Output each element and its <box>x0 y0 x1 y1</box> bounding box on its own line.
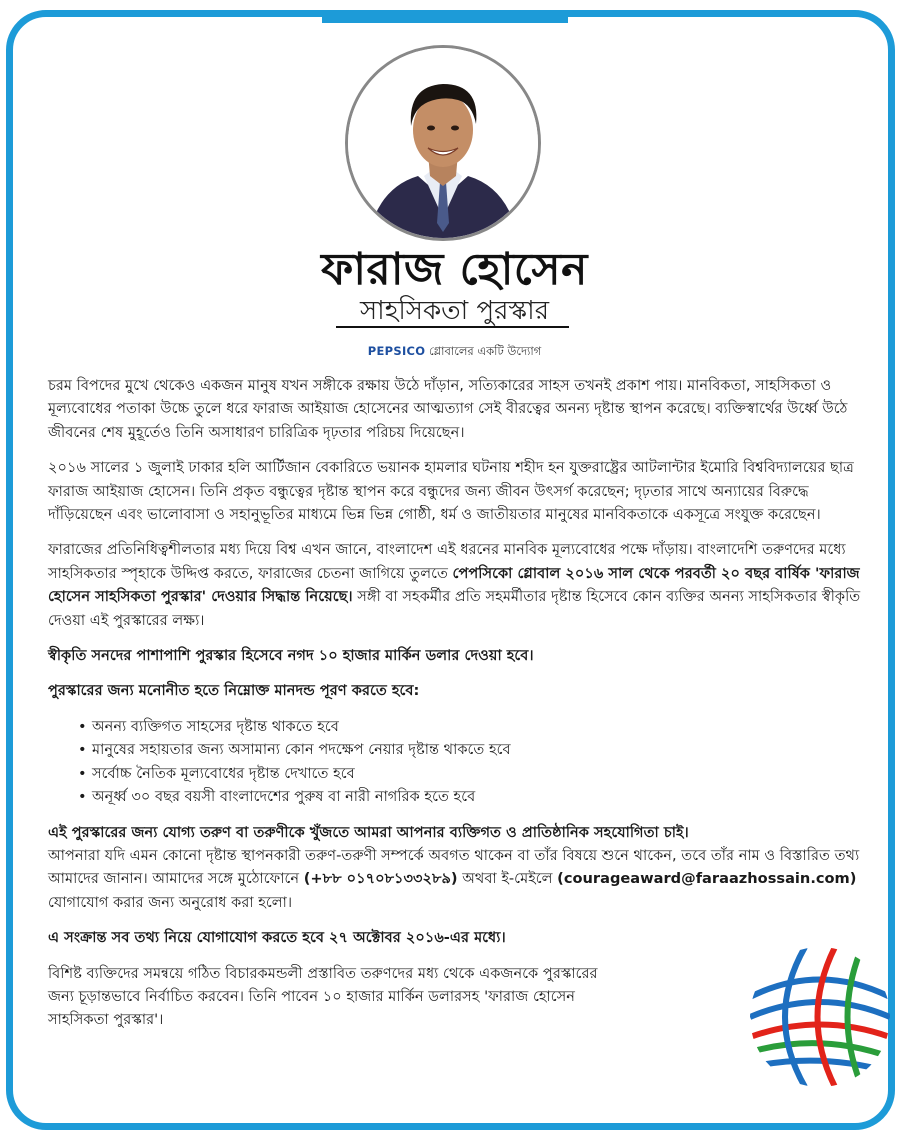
prize-statement: স্বীকৃতি সনদের পাশাপাশি পুরস্কার হিসেবে নগদ ১০ হাজার মার্কিন ডলার দেওয়া হবে। <box>48 647 534 665</box>
person-portrait-icon <box>348 48 538 238</box>
criteria-item: • অনন্য ব্যক্তিগত সাহসের দৃষ্টান্ত থাকতে হবে <box>78 715 868 738</box>
paragraph-initiative-part-c: সঙ্গী বা সহকর্মীর প্রতি সহমর্মীতার দৃষ্টান্ত হিসেবে কোন ব্যক্তির অনন্য সাহসিকতার স্বীকৃতি দেওয়া এই পুরস্কারের লক্ষ্য। <box>48 588 861 629</box>
criteria-item: • অনূর্ধ্ব ৩০ বছর বয়সী বাংলাদেশের পুরুষ বা নারী নাগরিক হতে হবে <box>78 785 868 808</box>
paragraph-call-to-action <box>48 821 868 915</box>
award-name-heading: ফারাজ হোসেন <box>321 244 588 295</box>
call-to-action-part-b: অথবা ই-মেইলে <box>457 870 558 888</box>
paragraph-initiative-part-a: ফারাজের প্রতিনিধিত্বশীলতার মধ্য দিয়ে বিশ্ব এখন জানে, বাংলাদেশ এই ধরনের মানবিক মূল্যবোধের পক্ষে দাঁড়ায়। বাংলাদেশি তরুণদের মধ্যে সাহসিকতার স্পৃহাকে উদ্দিপ্ত করতে, ফারাজের চেতনা জাগিয়ে তুলতে <box>48 541 846 582</box>
pepsico-brand: PEPSICO <box>367 344 426 358</box>
pepsico-globe-icon <box>745 942 895 1092</box>
subtitle-underline <box>336 326 569 328</box>
criteria-item: • মানুষের সহায়তার জন্য অসামান্য কোন পদক্ষেপ নেয়ার দৃষ্টান্ত থাকতে হবে <box>78 738 868 761</box>
criteria-list <box>48 715 868 809</box>
paragraph-initiative-highlight: পেপসিকো গ্লোবাল ২০১৬ সাল থেকে পরবর্তী ২০ বছর বার্ষিক 'ফারাজ হোসেন সাহসিকতা পুরস্কার' দেওয়ার সিদ্ধান্ত নিয়েছে। <box>48 564 860 606</box>
paragraph-background: ২০১৬ সালের ১ জুলাই ঢাকার হলি আর্টিজান বেকারিতে ভয়ানক হামলার ঘটনায় শহীদ হন যুক্তরাষ্ট্রের আটলান্টার ইমোরি বিশ্ববিদ্যালয়ের ছাত্র ফারাজ আইয়াজ হোসেন। তিনি প্রকৃত বন্ধুত্বের দৃষ্টান্ত স্থাপন করে বন্ধুদের জন্য জীবন উৎসর্গ করেছেন; দৃঢ়তার সাথে অন্যায়ের বিরুদ্ধে দাঁড়িয়েছেন এবং ভালোবাসা ও সহানুভূতির মাধ্যমে ভিন্ন ভিন্ন গোষ্ঠী, ধর্ম ও জাতীয়তার মানুষের মানবিকতাকে একসূত্রে সংযুক্ত করেছেন। <box>48 459 854 524</box>
call-to-action-part-a: আপনারা যদি এমন কোনো দৃষ্টান্ত স্থাপনকারী তরুণ-তরুণী সম্পর্কে অবগত থাকেন বা তাঁর বিষয়ে শুনে থাকেন, তবে তাঁর নাম ও বিস্তারিত তথ্য আমাদের জানান। আমাদের সঙ্গে মুঠোফোনে <box>48 846 860 888</box>
call-to-action-part-c: যোগাযোগ করার জন্য অনুরোধ করা হলো। <box>48 893 293 911</box>
deadline-statement: এ সংক্রান্ত সব তথ্য নিয়ে যোগাযোগ করতে হবে ২৭ অক্টোবর ২০১৬-এর মধ্যে। <box>48 929 506 947</box>
contact-email: (courageaward@faraazhossain.com) <box>557 870 857 888</box>
paragraph-intro: চরম বিপদের মুখে থেকেও একজন মানুষ যখন সঙ্গীকে রক্ষায় উঠে দাঁড়ান, সত্যিকারের সাহস তখনই প্রকাশ পায়। মানবিকতা, সাহসিকতা ও মূল্যবোধের পতাকা উচ্চে তুলে ধরে ফারাজ আইয়াজ হোসেনের আত্মত্যাগ সেই বীরত্বের অনন্য দৃষ্টান্ত স্থাপন করেছে। ব্যক্তিস্বার্থের উর্ধ্বে উঠে জীবনের শেষ মুহূর্তেও তিনি অসাধারণ চারিত্রিক দৃঢ়তার পরিচয় দিয়েছেন। <box>48 377 848 441</box>
initiative-line <box>0 343 909 362</box>
contact-phone: (+৮৮ ০১৭০৮১৩৩২৮৯) <box>303 870 458 888</box>
paragraph-selection: বিশিষ্ট ব্যক্তিদের সমন্বয়ে গঠিত বিচারকমন্ডলী প্রস্তাবিত তরুণদের মধ্য থেকে একজনকে পুরস্কারের জন্য চূড়ান্তভাবে নির্বাচিত করবেন। তিনি পাবেন ১০ হাজার মার্কিন ডলারসহ 'ফারাজ হোসেন সাহসিকতা পুরস্কার'। <box>48 964 598 1029</box>
initiative-text: গ্লোবালের একটি উদ্যোগ <box>429 344 542 358</box>
criteria-item: • সর্বোচ্চ নৈতিক মূল্যবোধের দৃষ্টান্ত দেখাতে হবে <box>78 762 868 785</box>
criteria-heading: পুরস্কারের জন্য মনোনীত হতে নিম্নোক্ত মানদন্ড পূরণ করতে হবে: <box>48 682 420 700</box>
portrait-photo <box>345 45 541 241</box>
frame-top-tab <box>322 11 568 23</box>
award-subtitle: সাহসিকতা পুরস্কার <box>359 296 549 326</box>
call-to-action-heading: এই পুরস্কারের জন্য যোগ্য তরুণ বা তরুণীকে খুঁজতে আমরা আপনার ব্যক্তিগত ও প্রাতিষ্ঠানিক সহযোগিতা চাই। <box>48 823 689 841</box>
paragraph-initiative <box>48 538 868 632</box>
